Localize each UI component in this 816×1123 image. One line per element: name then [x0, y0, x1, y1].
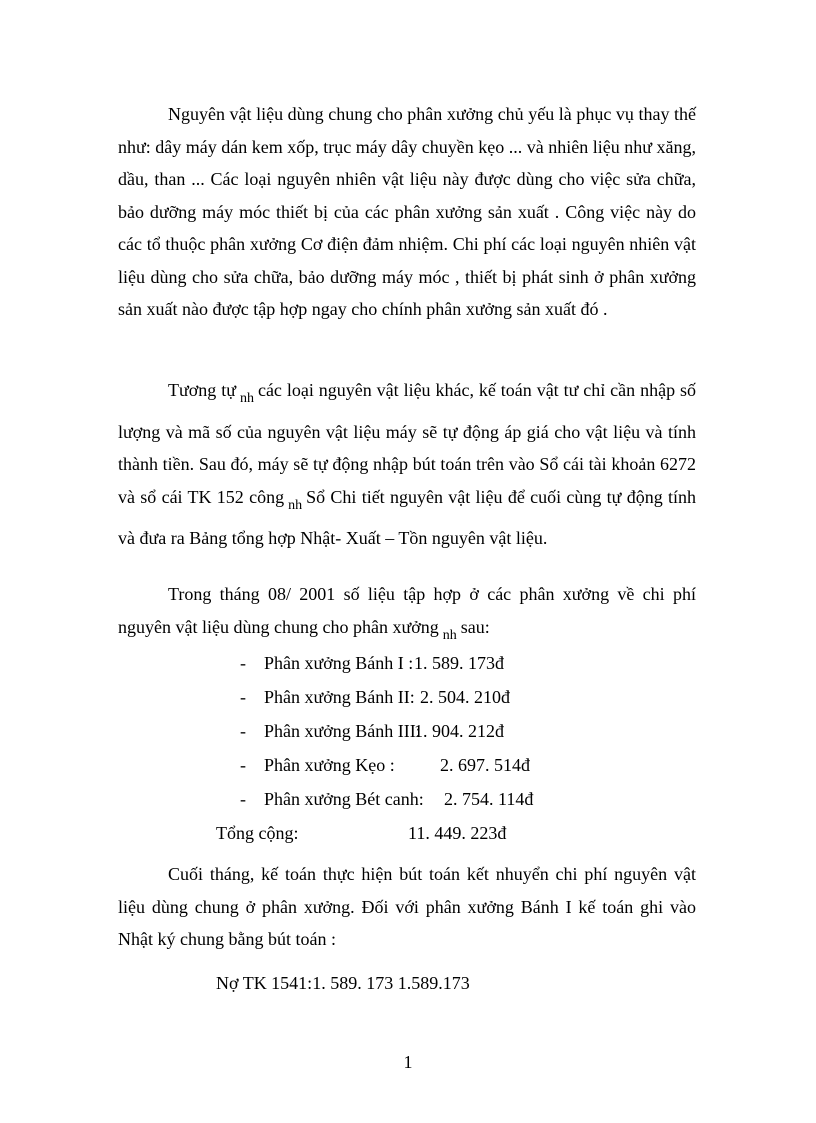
workshop-name: Phân xưởng Bét canh:: [264, 789, 424, 809]
workshop-amount: 2. 754. 114đ: [444, 789, 534, 809]
list-dash: -: [240, 687, 246, 707]
subscript-nh: nh: [442, 627, 457, 643]
list-item: [240, 650, 504, 676]
paragraph-materials-usage: [118, 98, 696, 326]
list-item: [240, 684, 510, 710]
paragraph-accounting-entry: [118, 374, 696, 555]
page-number: 1: [403, 1052, 413, 1072]
paragraph-4-text: Cuối tháng, kế toán thực hiện bút toán kết nhuyển chi phí nguyên vật liệu dùng chung ở phân xưởng. Đối với phân xưởng Bánh I kế toán ghi vào Nhật ký chung bằng bút toán :: [118, 864, 696, 949]
workshop-amount: 1. 589. 173đ: [414, 653, 504, 673]
subscript-nh: nh: [288, 497, 303, 513]
paragraph-2-text-c: Sổ Chi tiết nguyên vật liệu để cuối cùng tự động tính và đưa ra Bảng tổng hợp Nhật- Xuất – Tồn nguyên vật liệu.: [118, 486, 696, 548]
subscript-nh: nh: [239, 391, 254, 406]
list-dash: -: [240, 653, 246, 673]
total-label: Tổng cộng:: [216, 823, 299, 843]
total-amount: 11. 449. 223đ: [408, 823, 507, 843]
total-row: [216, 820, 506, 846]
workshop-name: Phân xưởng Bánh I :: [264, 653, 414, 673]
paragraph-august-data: [118, 578, 696, 652]
paragraph-3-text-a: Trong tháng 08/ 2001 số liệu tập hợp ở các phân xưởng về chi phí nguyên vật liệu dùng chung cho phân xưởng: [118, 584, 696, 637]
list-dash: -: [240, 721, 246, 741]
list-item: [240, 752, 530, 778]
paragraph-2-text-b: các loại nguyên vật liệu khác, kế toán vật tư chỉ cần nhập số lượng và mã số của nguyên vật liệu máy sẽ tự động áp giá cho vật liệu và tính thành tiền. Sau đó, máy sẽ tự động nhập bút toán trên vào Sổ cái tài khoản 6272 và sổ cái TK 152 công: [118, 380, 696, 507]
paragraph-month-end: [118, 858, 696, 956]
workshop-name: Phân xưởng Kẹo :: [264, 755, 395, 775]
workshop-amount: 2. 504. 210đ: [420, 687, 510, 707]
list-dash: -: [240, 755, 246, 775]
workshop-amount: 1. 904. 212đ: [414, 721, 504, 741]
list-item: [240, 718, 504, 744]
list-item: [240, 786, 533, 812]
paragraph-2-text-a: Tương tự: [168, 380, 236, 400]
workshop-name: Phân xưởng Bánh II:: [264, 687, 415, 707]
paragraph-3-text-b: sau:: [460, 616, 490, 637]
journal-entry: Nợ TK 1541:1. 589. 173 1.589.173: [216, 973, 470, 993]
list-dash: -: [240, 789, 246, 809]
paragraph-1-text: Nguyên vật liệu dùng chung cho phân xưởng chủ yếu là phục vụ thay thế như: dây máy dán kem xốp, trục máy dây chuyền kẹo ... và nhiên liệu như xăng, dầu, than ... Các loại nguyên nhiên vật liệu này được dùng cho việc sửa chữa, bảo dưỡng máy móc thiết bị của các phân xưởng sản xuất . Công việc này do các tổ thuộc phân xưởng Cơ điện đảm nhiệm. Chi phí các loại nguyên nhiên vật liệu dùng cho sửa chữa, bảo dưỡng máy móc , thiết bị phát sinh ở phân xưởng sản xuất nào được tập hợp ngay cho chính phân xưởng sản xuất đó .: [118, 104, 696, 319]
workshop-name: Phân xưởng Bánh III:: [264, 721, 421, 741]
workshop-amount: 2. 697. 514đ: [440, 755, 530, 775]
